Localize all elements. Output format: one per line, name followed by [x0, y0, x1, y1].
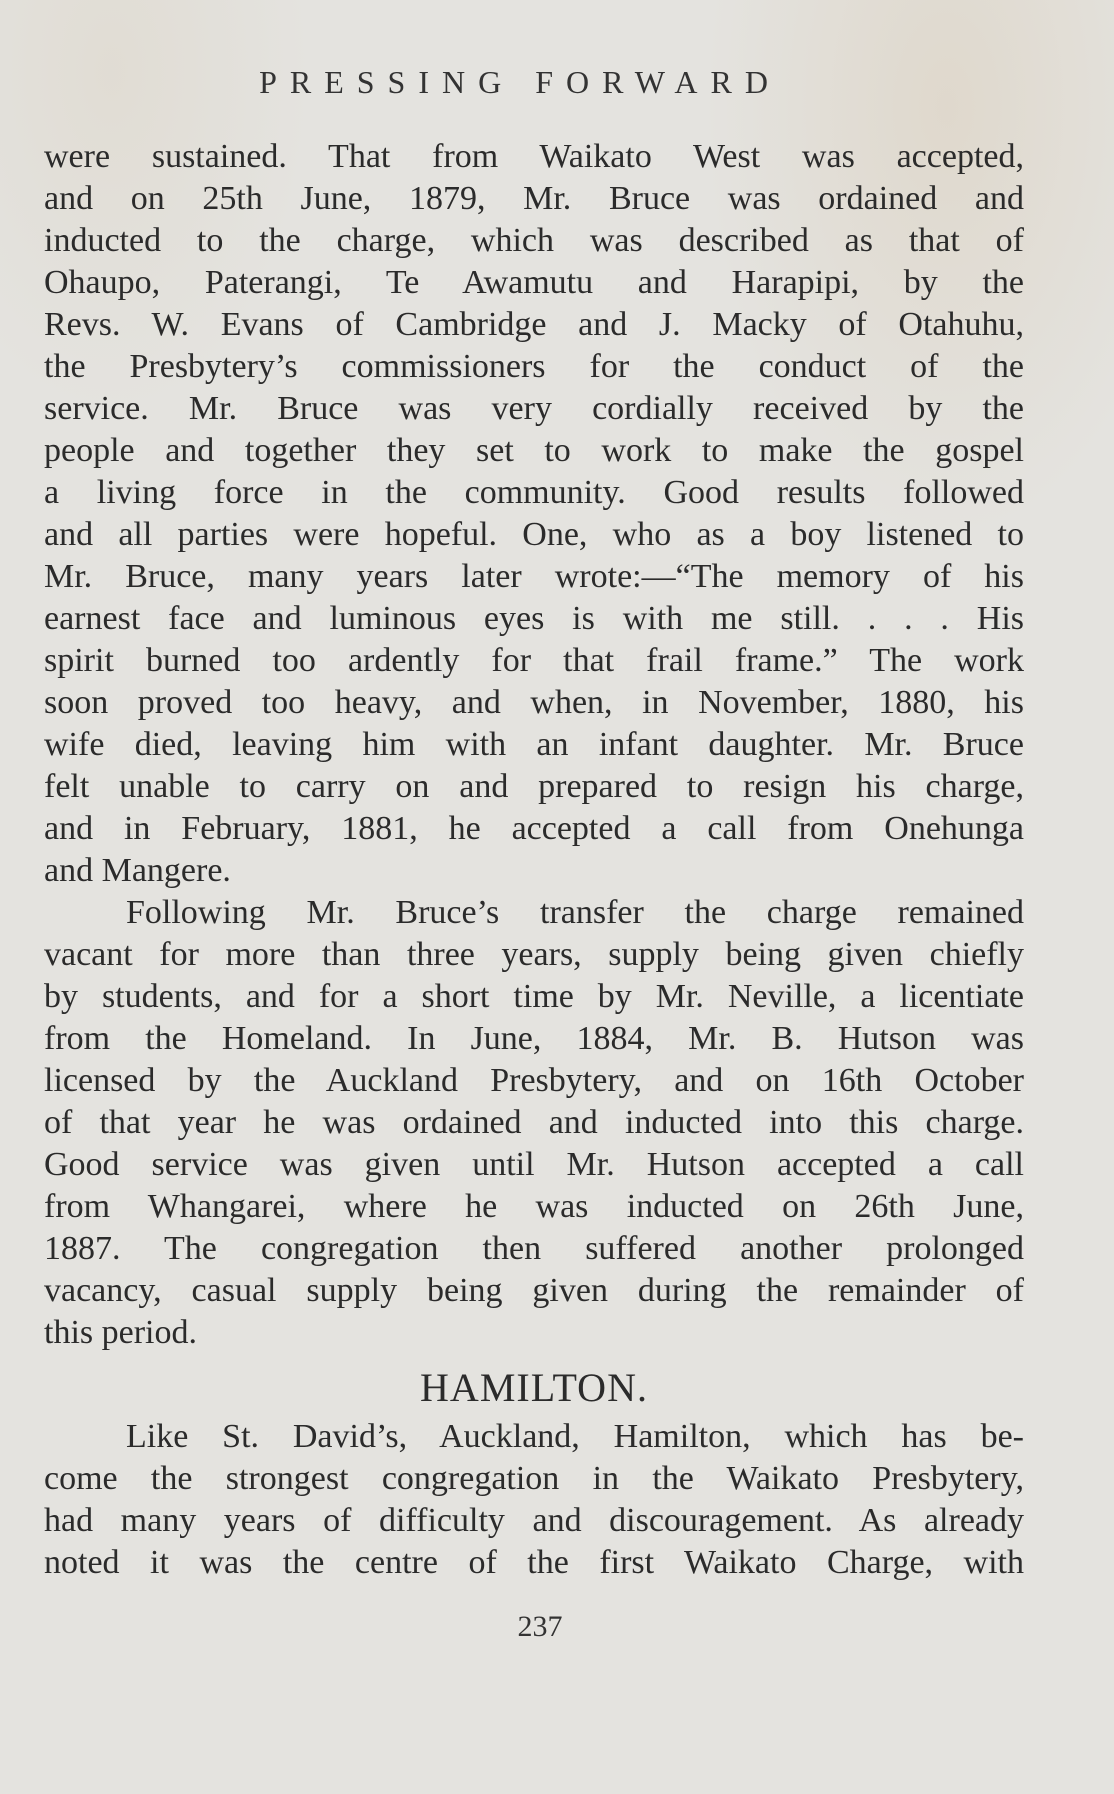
text-line: felt unable to carry on and prepared to resign his charge,: [44, 768, 1024, 805]
running-head: PRESSING FORWARD: [259, 64, 781, 100]
text-line: and Mangere.: [44, 852, 231, 889]
text-line: the Presbytery’s commissioners for the conduct of the: [44, 348, 1024, 385]
text-line: Mr. Bruce, many years later wrote:—“The memory of his: [44, 558, 1024, 595]
body-text: [44, 136, 1024, 1584]
text-line: 1887. The congregation then suffered another prolonged: [44, 1230, 1024, 1267]
text-line: had many years of difficulty and discouragement. As already: [44, 1502, 1024, 1539]
text-line: service. Mr. Bruce was very cordially received by the: [44, 390, 1024, 427]
text-line: spirit burned too ardently for that frail frame.” The work: [44, 642, 1024, 679]
text-line: and all parties were hopeful. One, who as a boy listened to: [44, 516, 1024, 553]
text-line: Following Mr. Bruce’s transfer the charge remained: [126, 894, 1024, 931]
text-line: Revs. W. Evans of Cambridge and J. Macky of Otahuhu,: [44, 306, 1024, 343]
text-line: come the strongest congregation in the Waikato Presbytery,: [44, 1460, 1024, 1497]
paragraph-1: [44, 136, 1024, 892]
text-line: from the Homeland. In June, 1884, Mr. B. Hutson was: [44, 1020, 1024, 1057]
text-line: wife died, leaving him with an infant daughter. Mr. Bruce: [44, 726, 1024, 763]
text-line: vacant for more than three years, supply being given chiefly: [44, 936, 1024, 973]
text-line: Good service was given until Mr. Hutson accepted a call: [44, 1146, 1024, 1183]
text-line: of that year he was ordained and inducted into this charge.: [44, 1104, 1024, 1141]
text-line: Ohaupo, Paterangi, Te Awamutu and Harapipi, by the: [44, 264, 1024, 301]
text-line: by students, and for a short time by Mr. Neville, a licentiate: [44, 978, 1024, 1015]
text-line: and on 25th June, 1879, Mr. Bruce was ordained and: [44, 180, 1024, 217]
section-heading: HAMILTON.: [420, 1365, 648, 1410]
page-number: 237: [517, 1610, 563, 1643]
text-line: Like St. David’s, Auckland, Hamilton, which has be-: [126, 1418, 1024, 1455]
text-line: noted it was the centre of the first Waikato Charge, with: [44, 1544, 1024, 1581]
text-line: and in February, 1881, he accepted a call from Onehunga: [44, 810, 1024, 847]
text-line: inducted to the charge, which was described as that of: [44, 222, 1024, 259]
paragraph-3: [44, 1416, 1024, 1584]
text-line: were sustained. That from Waikato West was accepted,: [44, 138, 1024, 175]
text-line: people and together they set to work to make the gospel: [44, 432, 1024, 469]
text-line: this period.: [44, 1314, 197, 1351]
text-line: licensed by the Auckland Presbytery, and on 16th October: [44, 1062, 1024, 1099]
text-line: vacancy, casual supply being given during the remainder of: [44, 1272, 1024, 1309]
paragraph-2: [44, 892, 1024, 1354]
text-line: soon proved too heavy, and when, in November, 1880, his: [44, 684, 1024, 721]
text-line: a living force in the community. Good results followed: [44, 474, 1024, 511]
text-line: earnest face and luminous eyes is with me still. . . . His: [44, 600, 1024, 637]
text-line: from Whangarei, where he was inducted on 26th June,: [44, 1188, 1024, 1225]
